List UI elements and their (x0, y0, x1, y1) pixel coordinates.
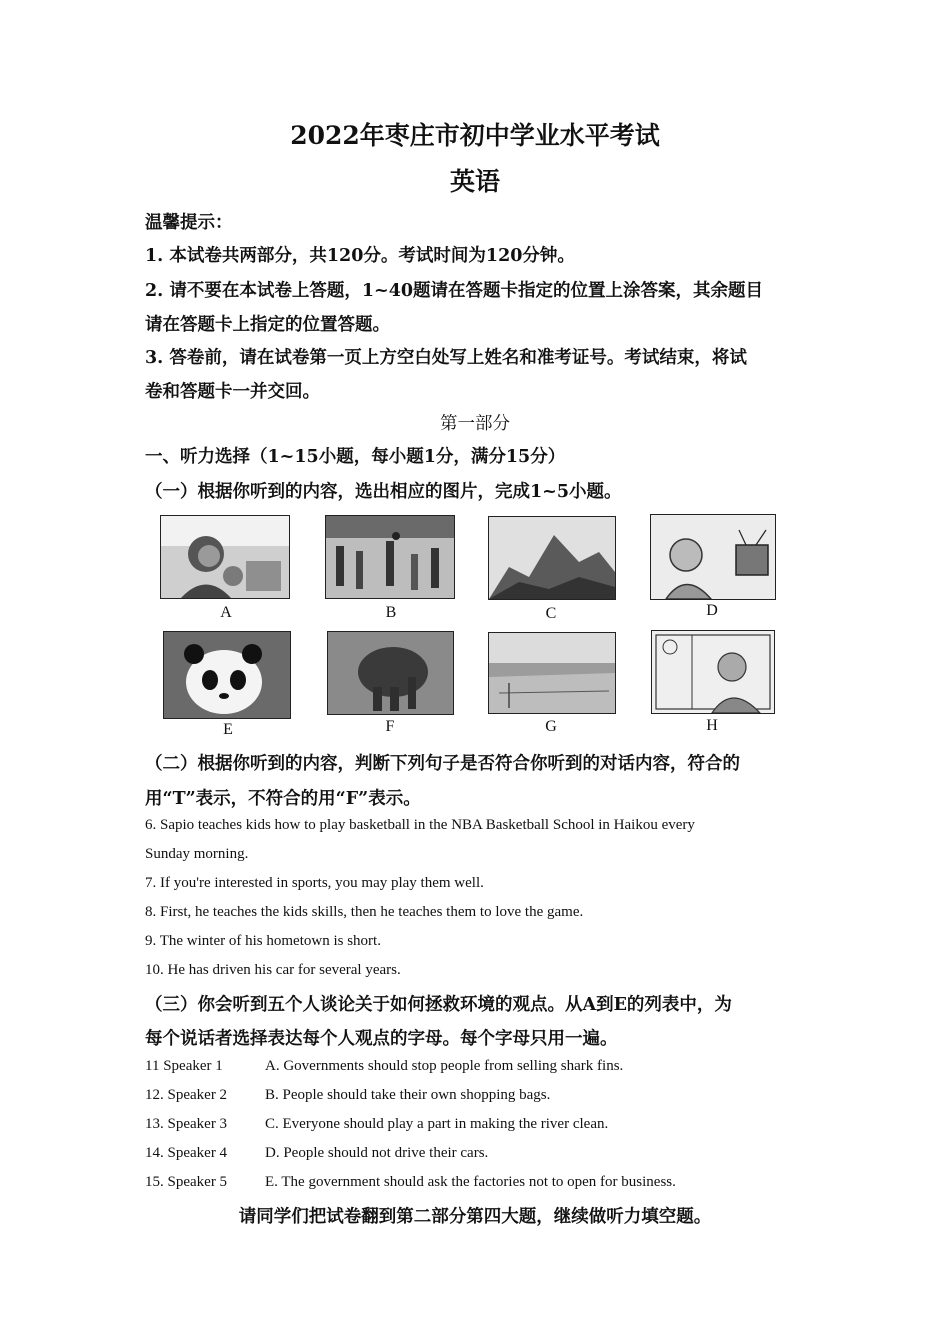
picture-label-e: E (223, 721, 233, 738)
panda-photo-icon (164, 632, 290, 718)
sub-one-instruction: （一）根据你听到的内容，选出相应的图片，完成1~5小题。 (145, 482, 622, 502)
matching-option: D. People should not drive their cars. (265, 1145, 489, 1161)
elephant-photo-icon (328, 632, 453, 714)
matching-row (145, 1116, 609, 1133)
picture-label-f: F (385, 718, 395, 735)
picture-label-a: A (220, 604, 232, 621)
woman-at-window-drawing-icon (652, 631, 774, 713)
speaker-label: 13. Speaker 3 (145, 1116, 228, 1132)
tip-line-3-cont: 卷和答题卡一并交回。 (145, 382, 320, 402)
picture-label-c: C (545, 605, 557, 622)
sub-three-instruction-cont: 每个说话者选择表达每个人观点的字母。每个字母只用一遍。 (145, 1029, 618, 1049)
boy-watching-tv-drawing-icon (651, 515, 775, 599)
speaker-label: 11 Speaker 1 (145, 1058, 223, 1074)
picture-label-d: D (706, 602, 718, 619)
tips-heading: 温馨提示： (145, 213, 233, 233)
matching-option: C. Everyone should play a part in making the river clean. (265, 1116, 609, 1132)
matching-row (145, 1058, 624, 1075)
part-one-heading: 第一部分 (440, 414, 510, 434)
picture-c (488, 516, 616, 600)
question-7: 7. If you're interested in sports, you may play them well. (145, 875, 484, 891)
picture-d (650, 514, 776, 600)
beach-photo-icon (489, 633, 615, 713)
tip-line-1: 1. 本试卷共两部分，共120分。考试时间为120分钟。 (145, 246, 575, 266)
sub-two-instruction: （二）根据你听到的内容，判断下列句子是否符合你听到的对话内容，符合的 (145, 754, 740, 774)
subject-title: 英语 (449, 167, 500, 196)
speaker-label: 12. Speaker 2 (145, 1087, 228, 1103)
matching-row (145, 1145, 489, 1162)
matching-row (145, 1174, 676, 1191)
question-6-cont: Sunday morning. (145, 846, 249, 862)
woman-and-child-photo-icon (161, 516, 289, 598)
tip-line-2: 2. 请不要在本试卷上答题，1~40题请在答题卡指定的位置上涂答案，其余题目 (145, 281, 764, 301)
basketball-game-photo-icon (326, 516, 454, 598)
picture-label-g: G (545, 718, 557, 735)
speaker-label: 14. Speaker 4 (145, 1145, 228, 1161)
matching-row (145, 1087, 551, 1104)
question-6: 6. Sapio teaches kids how to play basketball in the NBA Basketball School in Haikou every (145, 817, 695, 833)
matching-option: E. The government should ask the factories not to open for business. (265, 1174, 676, 1190)
question-8: 8. First, he teaches the kids skills, then he teaches them to love the game. (145, 904, 584, 920)
mountain-photo-icon (489, 517, 615, 599)
question-9: 9. The winter of his hometown is short. (145, 933, 381, 949)
picture-label-h: H (706, 717, 718, 734)
question-10: 10. He has driven his car for several years. (145, 962, 401, 978)
speaker-label: 15. Speaker 5 (145, 1174, 228, 1190)
section-one-heading: 一、听力选择（1~15小题，每小题1分，满分15分） (145, 447, 566, 467)
sub-three-instruction: （三）你会听到五个人谈论关于如何拯救环境的观点。从A到E的列表中，为 (145, 995, 732, 1015)
picture-label-b: B (385, 604, 397, 621)
tip-line-2-cont: 请在答题卡上指定的位置答题。 (145, 315, 390, 335)
picture-a (160, 515, 290, 599)
picture-h (651, 630, 775, 714)
matching-option: B. People should take their own shopping bags. (265, 1087, 551, 1103)
matching-option: A. Governments should stop people from selling shark fins. (265, 1058, 624, 1074)
picture-g (488, 632, 616, 714)
picture-e (163, 631, 291, 719)
tip-line-3: 3. 答卷前，请在试卷第一页上方空白处写上姓名和准考证号。考试结束，将试 (145, 348, 747, 368)
picture-f (327, 631, 454, 715)
exam-title: 2022年枣庄市初中学业水平考试 (290, 121, 660, 150)
picture-b (325, 515, 455, 599)
sub-two-instruction-cont: 用“T”表示，不符合的用“F”表示。 (145, 789, 421, 809)
footer-instruction: 请同学们把试卷翻到第二部分第四大题，继续做听力填空题。 (238, 1207, 712, 1227)
